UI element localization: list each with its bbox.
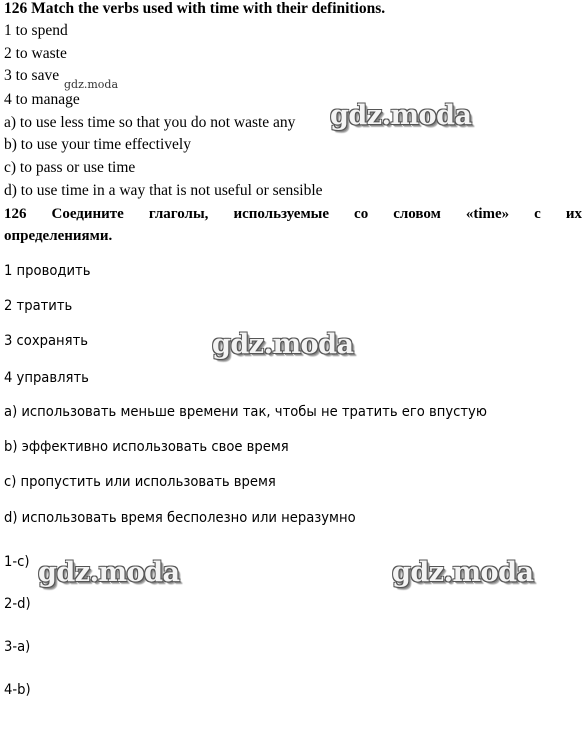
watermark-logo: gdz.moda (212, 329, 354, 360)
verb-item-ru: 3 сохранять (4, 333, 88, 349)
watermark-logo: gdz.moda (38, 557, 180, 588)
watermark-logo: gdz.moda (330, 100, 472, 131)
verb-item-ru: 2 тратить (4, 298, 73, 314)
definition-item-ru: c) пропустить или использовать время (4, 474, 276, 490)
title-word: со (354, 206, 369, 222)
verb-item-ru: 4 управлять (4, 370, 89, 386)
title-word: Соедините (51, 206, 124, 222)
verb-item: 2 to waste (4, 45, 67, 62)
definition-item: a) to use less time so that you do not waste any (4, 114, 296, 131)
answer-item: 1-c) (4, 554, 30, 570)
title-word: используемые (233, 206, 330, 222)
title-word: «time» (465, 206, 510, 222)
verb-item-ru: 1 проводить (4, 263, 91, 279)
answer-item: 2-d) (4, 596, 31, 612)
definition-item: b) to use your time effectively (4, 136, 191, 153)
watermark-small: gdz.moda (64, 78, 119, 91)
definition-item: d) to use time in a way that is not useful or sensible (4, 182, 323, 199)
definition-item-ru: d) использовать время бесполезно или неразумно (4, 510, 356, 526)
title-word: их (565, 206, 582, 222)
title-word: глаголы, (148, 206, 209, 222)
answer-item: 3-a) (4, 639, 31, 655)
definition-item-ru: a) использовать меньше времени так, чтобы не тратить его впустую (4, 404, 487, 420)
title-word: 126 (4, 206, 27, 222)
answer-item: 4-b) (4, 682, 31, 698)
verb-item: 3 to save (4, 67, 60, 84)
definition-item-ru: b) эффективно использовать свое время (4, 439, 289, 455)
title-word: с (534, 206, 541, 222)
watermark-logo: gdz.moda (392, 557, 534, 588)
exercise-title-en: 126 Match the verbs used with time with their definitions. (4, 0, 386, 17)
title-line2: определениями. (4, 228, 113, 244)
definition-item: c) to pass or use time (4, 159, 136, 176)
exercise-title-ru (4, 203, 582, 247)
verb-item: 1 to spend (4, 22, 68, 39)
title-word: словом (393, 206, 441, 222)
verb-item: 4 to manage (4, 91, 80, 108)
